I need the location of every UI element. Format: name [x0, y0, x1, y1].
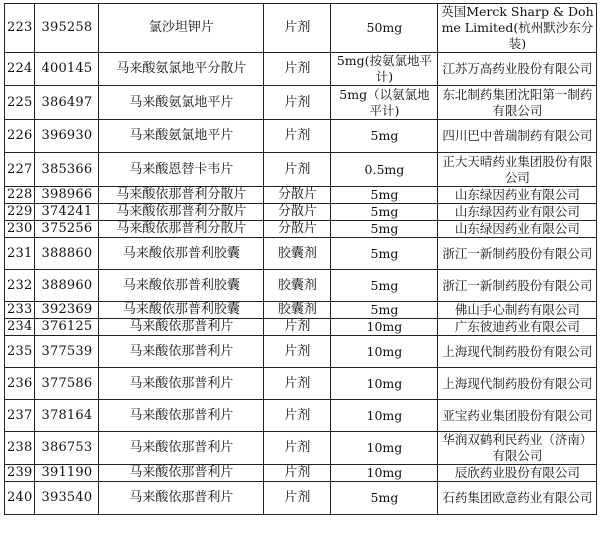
manufacturer-cell: 浙江一新制药股份有限公司: [438, 238, 597, 270]
row-number-cell: 226: [5, 120, 35, 153]
drug-code-cell: 393540: [35, 482, 99, 515]
row-number-cell: 227: [5, 153, 35, 187]
manufacturer-cell: 四川巴中普瑞制药有限公司: [438, 120, 597, 153]
manufacturer-cell: 华润双鹤利民药业（济南）有限公司: [438, 432, 597, 465]
specification-cell: 10mg: [331, 432, 438, 465]
dosage-form-cell: 分散片: [264, 221, 331, 238]
specification-cell: 10mg: [331, 336, 438, 368]
row-number-cell: 228: [5, 187, 35, 204]
manufacturer-cell: 广东彼迪药业有限公司: [438, 319, 597, 336]
row-number-cell: 234: [5, 319, 35, 336]
drug-name-cell: 马来酸氨氯地平片: [99, 120, 264, 153]
row-number-cell: 233: [5, 302, 35, 319]
specification-cell: 5mg: [331, 482, 438, 515]
dosage-form-cell: 片剂: [264, 368, 331, 400]
drug-code-cell: 398966: [35, 187, 99, 204]
row-number-cell: 237: [5, 400, 35, 432]
table-row: [5, 238, 597, 270]
drug-code-cell: 388960: [35, 270, 99, 302]
drug-code-cell: 386497: [35, 86, 99, 120]
row-number-cell: 224: [5, 53, 35, 86]
drug-code-cell: 374241: [35, 204, 99, 221]
manufacturer-cell: 浙江一新制药股份有限公司: [438, 270, 597, 302]
table-body: [5, 4, 597, 515]
drug-code-cell: 385366: [35, 153, 99, 187]
dosage-form-cell: 片剂: [264, 432, 331, 465]
drug-name-cell: 马来酸依那普利片: [99, 319, 264, 336]
drug-name-cell: 马来酸氨氯地平分散片: [99, 53, 264, 86]
row-number-cell: 236: [5, 368, 35, 400]
specification-cell: 0.5mg: [331, 153, 438, 187]
specification-cell: 5mg: [331, 238, 438, 270]
drug-code-cell: 388860: [35, 238, 99, 270]
table-row: [5, 4, 597, 53]
table-row: [5, 120, 597, 153]
table-row: [5, 53, 597, 86]
dosage-form-cell: 片剂: [264, 53, 331, 86]
manufacturer-cell: 江苏万高药业股份有限公司: [438, 53, 597, 86]
row-number-cell: 238: [5, 432, 35, 465]
dosage-form-cell: 胶囊剂: [264, 238, 331, 270]
drug-name-cell: 马来酸依那普利分散片: [99, 221, 264, 238]
specification-cell: 10mg: [331, 368, 438, 400]
specification-cell: 5mg: [331, 187, 438, 204]
table-row: [5, 302, 597, 319]
table-row: [5, 204, 597, 221]
specification-cell: 5mg（以氨氯地平计): [331, 86, 438, 120]
drug-name-cell: 马来酸依那普利分散片: [99, 187, 264, 204]
row-number-cell: 235: [5, 336, 35, 368]
specification-cell: 10mg: [331, 465, 438, 482]
manufacturer-cell: 亚宝药业集团股份有限公司: [438, 400, 597, 432]
row-number-cell: 230: [5, 221, 35, 238]
manufacturer-cell: 石药集团欧意药业有限公司: [438, 482, 597, 515]
manufacturer-cell: 山东绿因药业有限公司: [438, 204, 597, 221]
row-number-cell: 225: [5, 86, 35, 120]
dosage-form-cell: 胶囊剂: [264, 302, 331, 319]
row-number-cell: 223: [5, 4, 35, 53]
dosage-form-cell: 分散片: [264, 187, 331, 204]
drug-name-cell: 马来酸依那普利分散片: [99, 204, 264, 221]
drug-code-cell: 391190: [35, 465, 99, 482]
specification-cell: 5mg: [331, 221, 438, 238]
drug-code-cell: 392369: [35, 302, 99, 319]
table-row: [5, 187, 597, 204]
table-row: [5, 221, 597, 238]
drug-code-cell: 395258: [35, 4, 99, 53]
dosage-form-cell: 分散片: [264, 204, 331, 221]
specification-cell: 10mg: [331, 319, 438, 336]
manufacturer-cell: 佛山手心制药有限公司: [438, 302, 597, 319]
drug-name-cell: 马来酸依那普利片: [99, 368, 264, 400]
drug-code-cell: 376125: [35, 319, 99, 336]
table-row: [5, 368, 597, 400]
row-number-cell: 231: [5, 238, 35, 270]
drug-code-cell: 386753: [35, 432, 99, 465]
manufacturer-cell: 山东绿因药业有限公司: [438, 221, 597, 238]
dosage-form-cell: 片剂: [264, 153, 331, 187]
drug-code-cell: 378164: [35, 400, 99, 432]
drug-code-cell: 377586: [35, 368, 99, 400]
dosage-form-cell: 片剂: [264, 319, 331, 336]
drug-name-cell: 马来酸依那普利片: [99, 465, 264, 482]
drug-name-cell: 马来酸恩替卡韦片: [99, 153, 264, 187]
drug-name-cell: 马来酸依那普利胶囊: [99, 270, 264, 302]
drug-name-cell: 马来酸依那普利片: [99, 482, 264, 515]
row-number-cell: 232: [5, 270, 35, 302]
row-number-cell: 229: [5, 204, 35, 221]
dosage-form-cell: 胶囊剂: [264, 270, 331, 302]
table-row: [5, 86, 597, 120]
drug-name-cell: 马来酸依那普利胶囊: [99, 302, 264, 319]
manufacturer-cell: 山东绿因药业有限公司: [438, 187, 597, 204]
dosage-form-cell: 片剂: [264, 336, 331, 368]
table-row: [5, 153, 597, 187]
drug-name-cell: 氯沙坦钾片: [99, 4, 264, 53]
table-row: [5, 400, 597, 432]
drug-code-cell: 377539: [35, 336, 99, 368]
manufacturer-cell: 上海现代制药股份有限公司: [438, 368, 597, 400]
row-number-cell: 240: [5, 482, 35, 515]
dosage-form-cell: 片剂: [264, 400, 331, 432]
manufacturer-cell: 正大天晴药业集团股份有限公司: [438, 153, 597, 187]
table-row: [5, 336, 597, 368]
table-row: [5, 432, 597, 465]
table-row: [5, 319, 597, 336]
table-row: [5, 270, 597, 302]
dosage-form-cell: 片剂: [264, 4, 331, 53]
table-row: [5, 465, 597, 482]
manufacturer-cell: 英国Merck Sharp & Dohme Limited(杭州默沙东分装): [438, 4, 597, 53]
specification-cell: 5mg: [331, 120, 438, 153]
drug-name-cell: 马来酸氨氯地平片: [99, 86, 264, 120]
dosage-form-cell: 片剂: [264, 86, 331, 120]
manufacturer-cell: 上海现代制药股份有限公司: [438, 336, 597, 368]
drug-name-cell: 马来酸依那普利片: [99, 432, 264, 465]
drug-name-cell: 马来酸依那普利胶囊: [99, 238, 264, 270]
specification-cell: 5mg: [331, 302, 438, 319]
specification-cell: 10mg: [331, 400, 438, 432]
manufacturer-cell: 辰欣药业股份有限公司: [438, 465, 597, 482]
row-number-cell: 239: [5, 465, 35, 482]
dosage-form-cell: 片剂: [264, 482, 331, 515]
drug-name-cell: 马来酸依那普利片: [99, 336, 264, 368]
specification-cell: 5mg(按氨氯地平计): [331, 53, 438, 86]
specification-cell: 5mg: [331, 270, 438, 302]
drug-name-cell: 马来酸依那普利片: [99, 400, 264, 432]
table-row: [5, 482, 597, 515]
drug-code-cell: 396930: [35, 120, 99, 153]
dosage-form-cell: 片剂: [264, 120, 331, 153]
drug-list-table: [4, 3, 597, 515]
drug-code-cell: 400145: [35, 53, 99, 86]
dosage-form-cell: 片剂: [264, 465, 331, 482]
specification-cell: 5mg: [331, 204, 438, 221]
drug-code-cell: 375256: [35, 221, 99, 238]
specification-cell: 50mg: [331, 4, 438, 53]
manufacturer-cell: 东北制药集团沈阳第一制药有限公司: [438, 86, 597, 120]
